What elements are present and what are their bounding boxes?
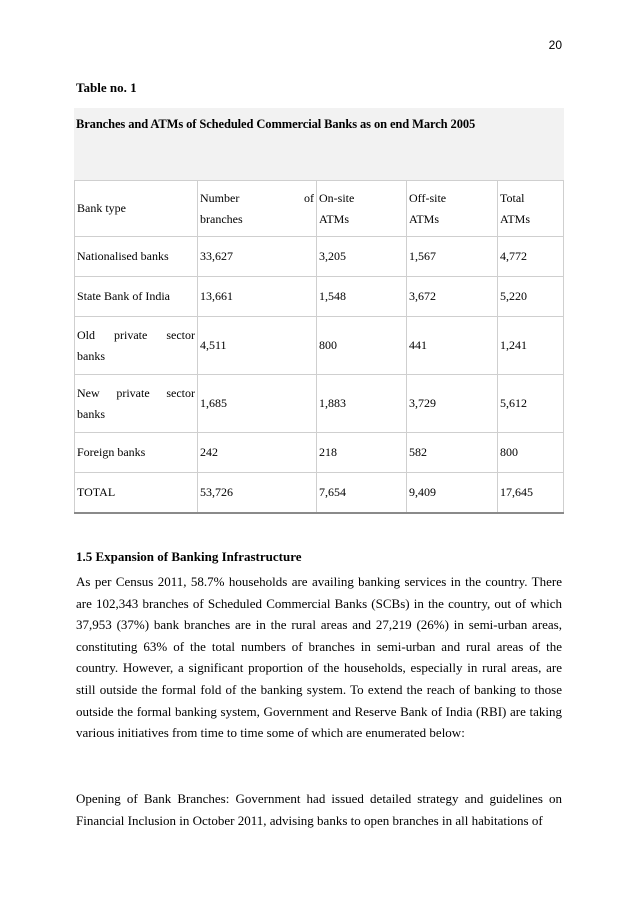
header-total — [498, 181, 564, 237]
section-heading: 1.5 Expansion of Banking Infrastructure — [76, 549, 302, 564]
cell-bank-type: Foreign banks — [75, 433, 198, 473]
cell-total: 17,645 — [498, 473, 564, 513]
table-row — [75, 317, 564, 375]
cell-offsite: 441 — [407, 317, 498, 375]
cell-total: 1,241 — [498, 317, 564, 375]
header-branches-line1 — [200, 188, 314, 209]
cell-branches: 4,511 — [198, 317, 317, 375]
cell-bank-type-line1: New private sector — [77, 385, 195, 400]
header-onsite-line2: ATMs — [319, 211, 350, 226]
page-number: 20 — [548, 38, 562, 52]
cell-offsite: 582 — [407, 433, 498, 473]
cell-bank-type-line2: banks — [77, 406, 105, 421]
cell-onsite: 1,548 — [317, 277, 407, 317]
cell-bank-type: State Bank of India — [75, 277, 198, 317]
cell-bank-type — [75, 375, 198, 433]
cell-bank-type-line2: banks — [77, 348, 105, 363]
body-paragraph-1: As per Census 2011, 58.7% households are availing banking services in the country. There are 102,343 branches of Scheduled Commercial Banks (SCBs) in the country, out of which 37,953 (37%) bank branches are in the rural areas and 27,219 (26%) in semi-urban areas, constituting 63% of the total numbers of branches in semi-urban and rural areas of the country. However, a significant proportion of the households, especially in rural areas, are still outside the formal fold of the banking system. To extend the reach of banking to those outside the formal banking system, Government and Reserve Bank of India (RBI) are taking various initiatives from time to time some of which are enumerated below: — [76, 574, 562, 741]
table-row-total — [75, 473, 564, 513]
header-total-line1: Total — [500, 190, 525, 205]
header-branches-word2: of — [304, 190, 314, 205]
table-row — [75, 237, 564, 277]
header-branches-line2: branches — [200, 211, 243, 226]
body-paragraph-2: Opening of Bank Branches: Government had issued detailed strategy and guidelines on Financial Inclusion in October 2011, advising banks to open branches in all habitations of — [76, 791, 562, 828]
cell-bank-type-line1: Old private sector — [77, 327, 195, 342]
header-branches-word1: Number — [200, 190, 240, 205]
cell-total: 4,772 — [498, 237, 564, 277]
cell-offsite: 9,409 — [407, 473, 498, 513]
banks-atm-table — [74, 180, 564, 514]
cell-bank-type — [75, 317, 198, 375]
header-bank-type: Bank type — [75, 181, 198, 237]
cell-bank-type: Nationalised banks — [75, 237, 198, 277]
cell-total: 800 — [498, 433, 564, 473]
cell-total: 5,612 — [498, 375, 564, 433]
cell-offsite: 1,567 — [407, 237, 498, 277]
cell-branches: 13,661 — [198, 277, 317, 317]
table-row — [75, 277, 564, 317]
header-total-line2: ATMs — [500, 211, 531, 226]
cell-branches: 33,627 — [198, 237, 317, 277]
cell-offsite: 3,672 — [407, 277, 498, 317]
cell-onsite: 800 — [317, 317, 407, 375]
table-caption: Branches and ATMs of Scheduled Commercial Banks as on end March 2005 — [76, 117, 476, 131]
table-row — [75, 433, 564, 473]
header-offsite-line1: Off-site — [409, 190, 447, 205]
table-row — [75, 375, 564, 433]
cell-onsite: 7,654 — [317, 473, 407, 513]
header-onsite-line1: On-site — [319, 190, 355, 205]
cell-total: 5,220 — [498, 277, 564, 317]
header-offsite — [407, 181, 498, 237]
cell-branches: 53,726 — [198, 473, 317, 513]
cell-onsite: 3,205 — [317, 237, 407, 277]
cell-branches: 1,685 — [198, 375, 317, 433]
table-header-row — [75, 181, 564, 237]
cell-branches: 242 — [198, 433, 317, 473]
table-label: Table no. 1 — [76, 80, 137, 95]
cell-onsite: 218 — [317, 433, 407, 473]
header-branches — [198, 181, 317, 237]
cell-onsite: 1,883 — [317, 375, 407, 433]
header-offsite-line2: ATMs — [409, 211, 440, 226]
header-onsite — [317, 181, 407, 237]
cell-bank-type: TOTAL — [75, 473, 198, 513]
cell-offsite: 3,729 — [407, 375, 498, 433]
